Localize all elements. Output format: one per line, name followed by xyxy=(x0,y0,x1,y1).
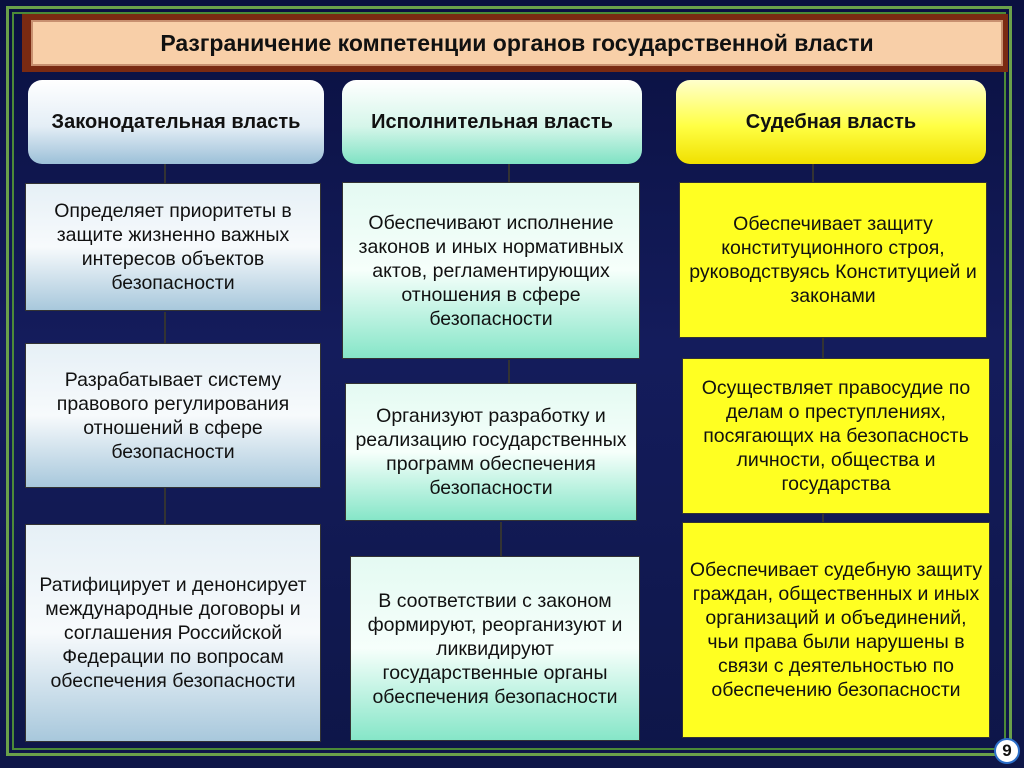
executive-item-2: Организуют разработку и реализацию государственных программ обеспечения безопасности xyxy=(345,383,637,521)
page-number-badge: 9 xyxy=(994,738,1020,764)
legislative-item-2: Разрабатывает систему правового регулирования отношений в сфере безопасности xyxy=(25,343,321,488)
page-title: Разграничение компетенции органов государственной власти xyxy=(31,20,1003,66)
judicial-item-3: Обеспечивает судебную защиту граждан, общественных и иных организаций и объединений, чьи права были нарушены в связи с деятельностью по обеспечению безопасности xyxy=(682,522,990,738)
header-judicial: Судебная власть xyxy=(676,80,986,164)
legislative-item-3: Ратифицирует и денонсирует международные договоры и соглашения Российской Федерации по вопросам обеспечения безопасности xyxy=(25,524,321,742)
connector-executive-3 xyxy=(500,522,502,556)
executive-item-3: В соответствии с законом формируют, реорганизуют и ликвидируют государственные органы обеспечения безопасности xyxy=(350,556,640,741)
executive-item-1: Обеспечивают исполнение законов и иных нормативных актов, регламентирующих отношения в сфере безопасности xyxy=(342,182,640,359)
header-legislative: Законодательная власть xyxy=(28,80,324,164)
header-executive: Исполнительная власть xyxy=(342,80,642,164)
legislative-item-1: Определяет приоритеты в защите жизненно важных интересов объектов безопасности xyxy=(25,183,321,311)
judicial-item-1: Обеспечивает защиту конституционного строя, руководствуясь Конституцией и законами xyxy=(679,182,987,338)
judicial-item-2: Осуществляет правосудие по делам о преступлениях, посягающих на безопасность личности, общества и государства xyxy=(682,358,990,514)
